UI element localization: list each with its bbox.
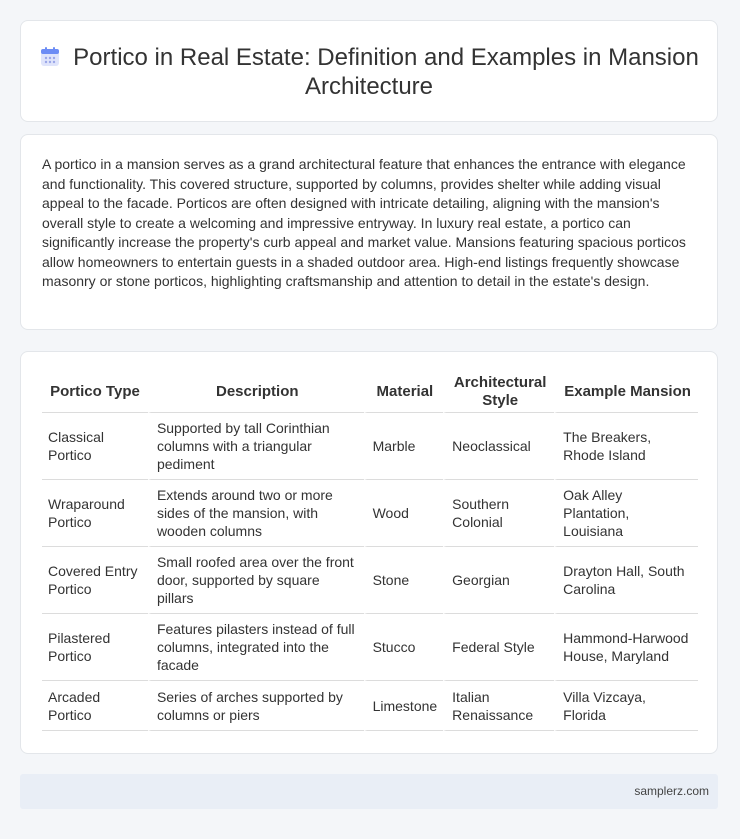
cell-material: Marble [364, 413, 444, 480]
cell-material: Stucco [364, 614, 444, 681]
intro-paragraph: A portico in a mansion serves as a grand architectural feature that enhances the entrance with elegance and functionality. This covered structure, supported by columns, provides shelter while adding visual appeal to the facade. Porticos are often designed with intricate detailing, aligning with the mansion's overall style to create a welcoming and impressive entryway. In luxury real estate, a portico can significantly increase the property's curb appeal and market value. Mansions featuring spacious porticos allow homeowners to entertain guests in a shaded outdoor area. High-end listings frequently showcase masonry or stone porticos, highlighting craftsmanship and attention to detail in the estate's design. [42, 156, 686, 289]
cell-architectural-style: Italian Renaissance [443, 681, 554, 731]
cell-architectural-style: Federal Style [443, 614, 554, 681]
header-architectural-style: Architectural Style [443, 372, 554, 413]
table-row [42, 547, 698, 614]
calendar-icon [39, 46, 61, 68]
cell-architectural-style: Neoclassical [443, 413, 554, 480]
cell-architectural-style: Georgian [443, 547, 554, 614]
footer-bar [20, 774, 718, 809]
table-row [42, 413, 698, 480]
cell-material: Wood [364, 480, 444, 547]
cell-portico-type: Pilastered Portico [42, 614, 148, 681]
cell-portico-type: Wraparound Portico [42, 480, 148, 547]
cell-material: Limestone [364, 681, 444, 731]
cell-example-mansion: Drayton Hall, South Carolina [554, 547, 698, 614]
table-row [42, 614, 698, 681]
cell-example-mansion: Hammond-Harwood House, Maryland [554, 614, 698, 681]
cell-material: Stone [364, 547, 444, 614]
cell-portico-type: Arcaded Portico [42, 681, 148, 731]
cell-description: Small roofed area over the front door, supported by square pillars [148, 547, 364, 614]
header-portico-type: Portico Type [42, 372, 148, 413]
cell-description: Series of arches supported by columns or piers [148, 681, 364, 731]
cell-architectural-style: Southern Colonial [443, 480, 554, 547]
cell-example-mansion: Oak Alley Plantation, Louisiana [554, 480, 698, 547]
table-row [42, 681, 698, 731]
cell-description: Extends around two or more sides of the mansion, with wooden columns [148, 480, 364, 547]
header-material: Material [364, 372, 444, 413]
table-header-row [42, 372, 698, 413]
page-title-wrap [21, 43, 717, 101]
description-card [20, 134, 718, 330]
header-description: Description [148, 372, 364, 413]
cell-example-mansion: Villa Vizcaya, Florida [554, 681, 698, 731]
table-card [20, 351, 718, 754]
footer-site-link[interactable]: samplerz.com [634, 784, 709, 798]
cell-description: Supported by tall Corinthian columns with a triangular pediment [148, 413, 364, 480]
page-title: Portico in Real Estate: Definition and Examples in Mansion Architecture [73, 44, 699, 100]
header-example-mansion: Example Mansion [554, 372, 698, 413]
portico-table [42, 372, 698, 731]
cell-portico-type: Classical Portico [42, 413, 148, 480]
cell-example-mansion: The Breakers, Rhode Island [554, 413, 698, 480]
cell-portico-type: Covered Entry Portico [42, 547, 148, 614]
cell-description: Features pilasters instead of full columns, integrated into the facade [148, 614, 364, 681]
title-card [20, 20, 718, 122]
table-row [42, 480, 698, 547]
